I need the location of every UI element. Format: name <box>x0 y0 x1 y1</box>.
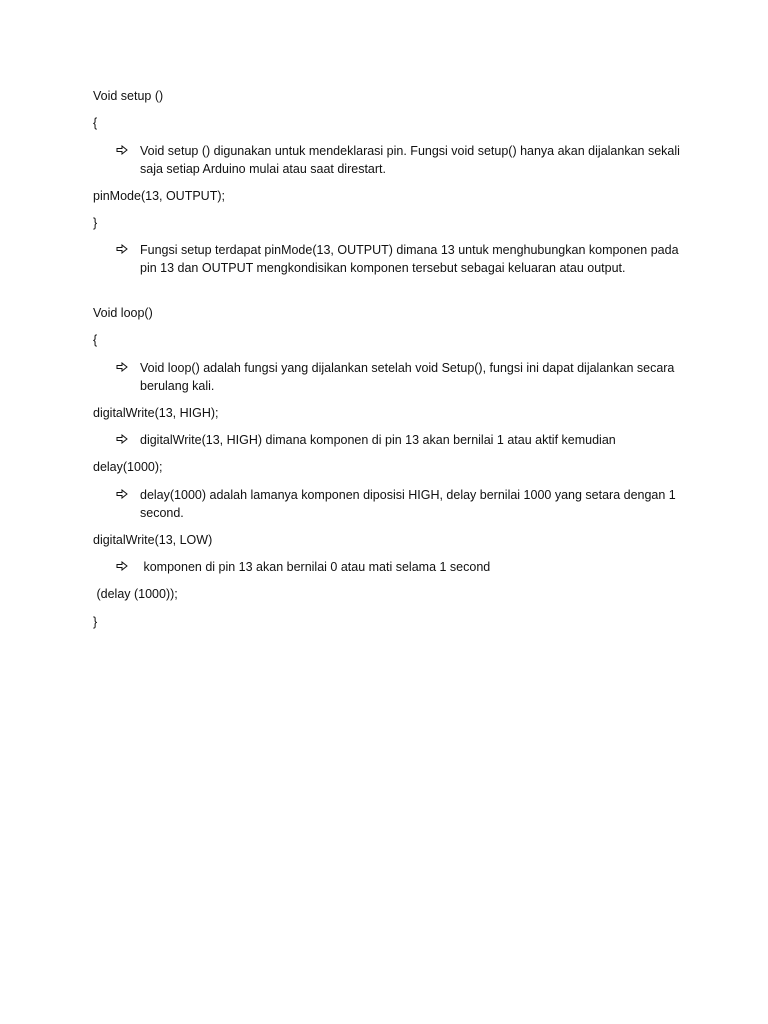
bullet-text-delay-explanation: delay(1000) adalah lamanya komponen diposisi HIGH, delay bernilai 1000 yang setara dengan 1 second. <box>140 488 676 520</box>
code-line-delay: delay(1000); <box>93 460 163 474</box>
bullet-text-setup-explanation: Void setup () digunakan untuk mendeklarasi pin. Fungsi void setup() hanya akan dijalankan sekali saja setiap Arduino mulai atau saat direstart. <box>140 144 680 176</box>
code-line-digitalwrite-high: digitalWrite(13, HIGH); <box>93 406 219 420</box>
arrow-right-outline-icon <box>116 486 128 504</box>
code-line-delay-parenthesized: (delay (1000)); <box>93 587 178 601</box>
bullet-text-loop-explanation: Void loop() adalah fungsi yang dijalankan setelah void Setup(), fungsi ini dapat dijalankan secara berulang kali. <box>140 361 675 393</box>
arrow-right-outline-icon <box>116 431 128 449</box>
bullet-text-digitalwrite-low-explanation: komponen di pin 13 akan bernilai 0 atau mati selama 1 second <box>140 560 491 574</box>
code-line-void-loop: Void loop() <box>93 306 153 320</box>
arrow-right-outline-icon <box>116 241 128 259</box>
arrow-right-outline-icon <box>116 558 128 576</box>
arrow-right-outline-icon <box>116 142 128 160</box>
code-line-close-brace-loop: } <box>93 615 98 629</box>
code-line-void-setup: Void setup () <box>93 89 164 103</box>
bullet-text-digitalwrite-high-explanation: digitalWrite(13, HIGH) dimana komponen di pin 13 akan bernilai 1 atau aktif kemudian <box>140 433 616 447</box>
bullet-text-pinmode-explanation: Fungsi setup terdapat pinMode(13, OUTPUT) dimana 13 untuk menghubungkan komponen pada pin 13 dan OUTPUT mengkondisikan komponen tersebut sebagai keluaran atau output. <box>140 243 679 275</box>
code-line-open-brace: { <box>93 116 98 130</box>
code-line-digitalwrite-low: digitalWrite(13, LOW) <box>93 533 213 547</box>
code-line-close-brace: } <box>93 216 98 230</box>
code-line-pinmode: pinMode(13, OUTPUT); <box>93 189 225 203</box>
arrow-right-outline-icon <box>116 359 128 377</box>
code-line-open-brace-loop: { <box>93 333 98 347</box>
